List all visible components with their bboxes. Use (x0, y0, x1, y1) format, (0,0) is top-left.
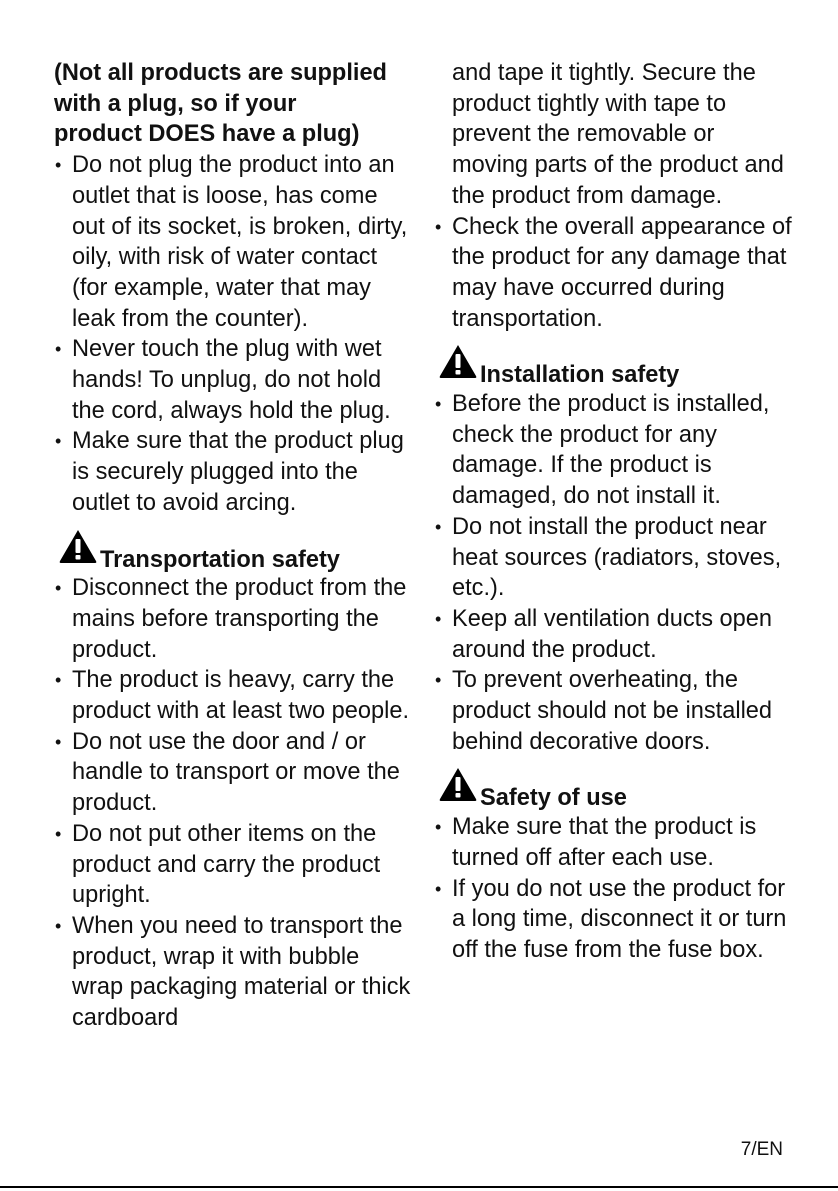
plug-safety-list (54, 150, 414, 518)
bullet: • (55, 578, 62, 599)
list-item-text: Never touch the plug with wet hands! To unplug, do not hold the cord, always hold the plug. (72, 336, 391, 424)
list-item-text: The product is heavy, carry the product with at least two people. (72, 667, 410, 725)
bullet: • (55, 731, 62, 752)
list-item-text: To prevent overheating, the product should not be installed behind decorative doors. (452, 667, 773, 755)
list-item-text: Do not plug the product into an outlet that is loose, has come out of its socket, is broken, dirty, oily, with risk of water contact (for example, water that may leak from the counter). (72, 152, 408, 332)
bullet: • (55, 155, 62, 176)
list-item-text: Do not use the door and / or handle to transport or move the product. (72, 728, 400, 817)
transportation-safety-list (54, 573, 414, 1034)
page-number: 7/EN (740, 1139, 783, 1160)
bullet: • (55, 915, 62, 936)
bullet: • (435, 216, 442, 237)
warning-triangle-icon (58, 528, 98, 564)
bullet: • (55, 670, 62, 691)
list-item (434, 812, 794, 873)
list-item-text: Disconnect the product from the mains before transporting the product. (72, 575, 407, 663)
list-item-text: Before the product is installed, check the product for any damage. If the product is damaged, do not install it. (452, 391, 770, 510)
list-item (54, 573, 414, 665)
list-item-text: When you need to transport the product, wrap it with bubble wrap packaging material or thick cardboard (72, 912, 411, 1032)
list-item (434, 512, 794, 604)
plug-note-line-1: (Not all products are supplied (54, 60, 387, 86)
bullet: • (55, 339, 62, 360)
safety-of-use-list (434, 812, 794, 966)
bullet: • (435, 516, 442, 537)
list-item (434, 389, 794, 512)
transportation-safety-heading (54, 543, 414, 574)
list-item (54, 819, 414, 911)
list-item (54, 426, 414, 518)
list-item (54, 911, 414, 1034)
warning-triangle-icon (438, 343, 478, 379)
list-item (54, 665, 414, 726)
section-title: Safety of use (480, 785, 627, 812)
list-item-text: Make sure that the product is turned off after each use. (452, 814, 757, 871)
plug-note-line-3: product DOES have a plug) (54, 121, 360, 148)
installation-safety-heading (434, 358, 794, 389)
list-item (54, 334, 414, 426)
installation-safety-list (434, 389, 794, 757)
list-item (434, 665, 794, 757)
bullet: • (435, 670, 442, 691)
right-column (434, 58, 794, 966)
list-item-text: Keep all ventilation ducts open around the product. (452, 605, 773, 663)
section-title: Installation safety (480, 362, 680, 389)
left-column (54, 58, 414, 1034)
list-item-text: If you do not use the product for a long time, disconnect it or turn off the fuse from the fuse box. (452, 875, 787, 963)
safety-of-use-heading (434, 781, 794, 812)
inspection-list (434, 212, 794, 335)
bullet: • (55, 823, 62, 844)
list-item-text: Check the overall appearance of the product for any damage that may have occurred during transportation. (452, 213, 792, 332)
continued-paragraph: and tape it tightly. Secure the product tightly with tape to prevent the removable or moving parts of the product and the product from damage. (452, 60, 784, 209)
list-item (434, 212, 794, 335)
bullet: • (435, 394, 442, 415)
list-item (54, 150, 414, 334)
bullet: • (55, 431, 62, 452)
list-item (54, 727, 414, 819)
list-item-text: Make sure that the product plug is securely plugged into the outlet to avoid arcing. (72, 428, 404, 516)
section-title: Transportation safety (100, 546, 340, 573)
list-item (434, 874, 794, 966)
footer-divider (0, 1186, 838, 1188)
bullet: • (435, 878, 442, 899)
bullet: • (435, 817, 442, 838)
bullet: • (435, 608, 442, 629)
plug-note-line-2: with a plug, so if your (54, 90, 297, 117)
warning-triangle-icon (438, 766, 478, 802)
list-item-text: Do not install the product near heat sources (radiators, stoves, etc.). (452, 513, 782, 602)
list-item-text: Do not put other items on the product and carry the product upright. (72, 820, 381, 909)
list-item (434, 604, 794, 665)
